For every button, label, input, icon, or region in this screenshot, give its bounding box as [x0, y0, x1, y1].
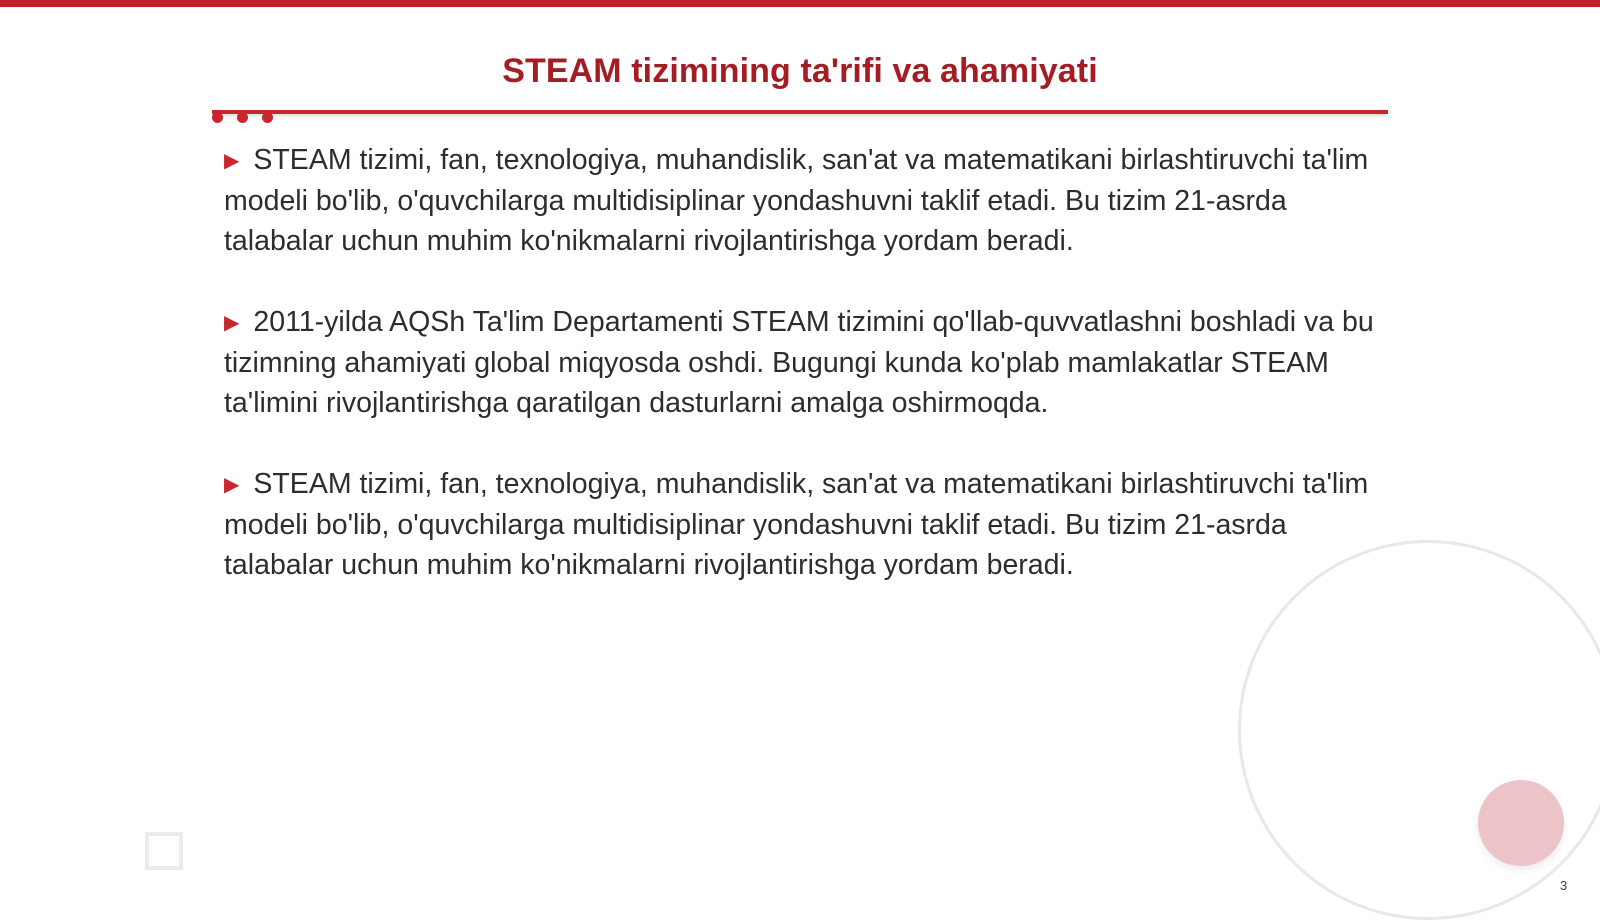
triangle-right-icon: ▶: [224, 474, 240, 496]
dot-2: [237, 112, 248, 123]
page-number: 3: [1560, 878, 1568, 893]
bullet-item: [224, 140, 1384, 261]
title-underline: [212, 110, 1388, 114]
decorative-ring: [1238, 540, 1600, 920]
slide-title: STEAM tizimining ta'rifi va ahamiyati: [502, 52, 1098, 90]
title-dots: [212, 112, 292, 126]
bullet-item: [224, 464, 1384, 585]
bullet-item: [224, 302, 1384, 423]
bullet-text: STEAM tizimi, fan, texnologiya, muhandislik, san'at va matematikani birlashtiruvchi ta'lim modeli bo'lib, o'quvchilarga multidisiplinar yondashuvni taklif etadi. Bu tizim 21-asrda talabalar uchun muhim ko'nikmalarni rivojlantirishga yordam beradi.: [224, 468, 1369, 581]
bullet-list: [224, 140, 1384, 626]
dot-1: [212, 112, 223, 123]
triangle-right-icon: ▶: [224, 312, 240, 334]
bullet-text: 2011-yilda AQSh Ta'lim Departamenti STEAM tizimini qo'llab-quvvatlashni boshladi va bu tizimning ahamiyati global miqyosda oshdi. Bugungi kunda ko'plab mamlakatlar STEAM ta'limini rivojlantirishga qaratilgan dasturlarni amalga oshirmoqda.: [224, 306, 1374, 419]
decorative-square: [145, 832, 183, 870]
triangle-right-icon: ▶: [224, 150, 240, 172]
bullet-text: STEAM tizimi, fan, texnologiya, muhandislik, san'at va matematikani birlashtiruvchi ta'lim modeli bo'lib, o'quvchilarga multidisiplinar yondashuvni taklif etadi. Bu tizim 21-asrda talabalar uchun muhim ko'nikmalarni rivojlantirishga yordam beradi.: [224, 144, 1369, 257]
dot-3: [262, 112, 273, 123]
decorative-pink-circle: [1478, 780, 1564, 866]
top-accent-bar: [0, 0, 1600, 7]
